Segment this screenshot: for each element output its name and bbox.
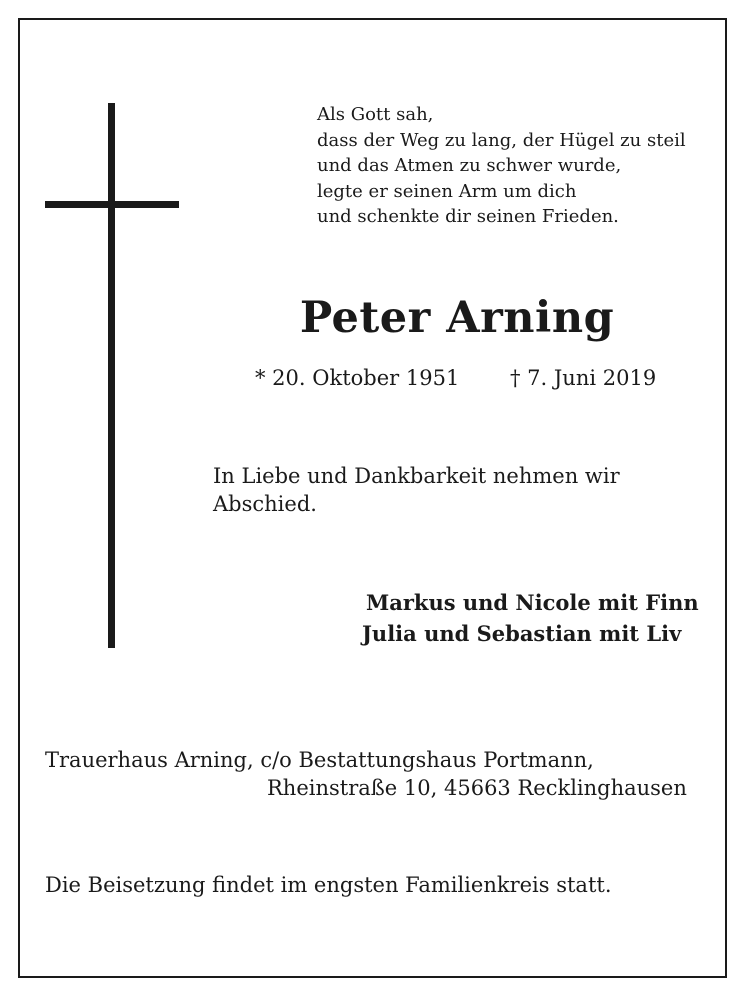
poem-line: und das Atmen zu schwer wurde, <box>317 155 622 176</box>
poem-line: dass der Weg zu lang, der Hügel zu steil <box>317 129 686 151</box>
farewell-text <box>213 462 620 518</box>
farewell-line: In Liebe und Dankbarkeit nehmen wir <box>213 464 620 488</box>
family-line: Julia und Sebastian mit Liv <box>362 621 682 646</box>
address-line-2: Rheinstraße 10, 45663 Recklinghausen <box>267 776 687 800</box>
mourning-address <box>45 746 687 802</box>
deceased-name: Peter Arning <box>299 293 615 343</box>
birth-date: * 20. Oktober 1951 <box>255 366 460 390</box>
poem <box>317 102 686 230</box>
poem-line: und schenkte dir seinen Frieden. <box>317 206 619 227</box>
farewell-line: Abschied. <box>213 492 317 516</box>
family-signatures <box>362 587 699 649</box>
funeral-note: Die Beisetzung findet im engsten Familienkreis statt. <box>45 873 612 897</box>
poem-line: legte er seinen Arm um dich <box>317 180 577 202</box>
poem-line: Als Gott sah, <box>317 104 434 125</box>
family-line: Markus und Nicole mit Finn <box>366 590 699 615</box>
death-date: † 7. Juni 2019 <box>510 366 657 390</box>
cross-icon <box>45 103 179 648</box>
address-line-1: Trauerhaus Arning, c/o Bestattungshaus Portmann, <box>45 748 594 772</box>
